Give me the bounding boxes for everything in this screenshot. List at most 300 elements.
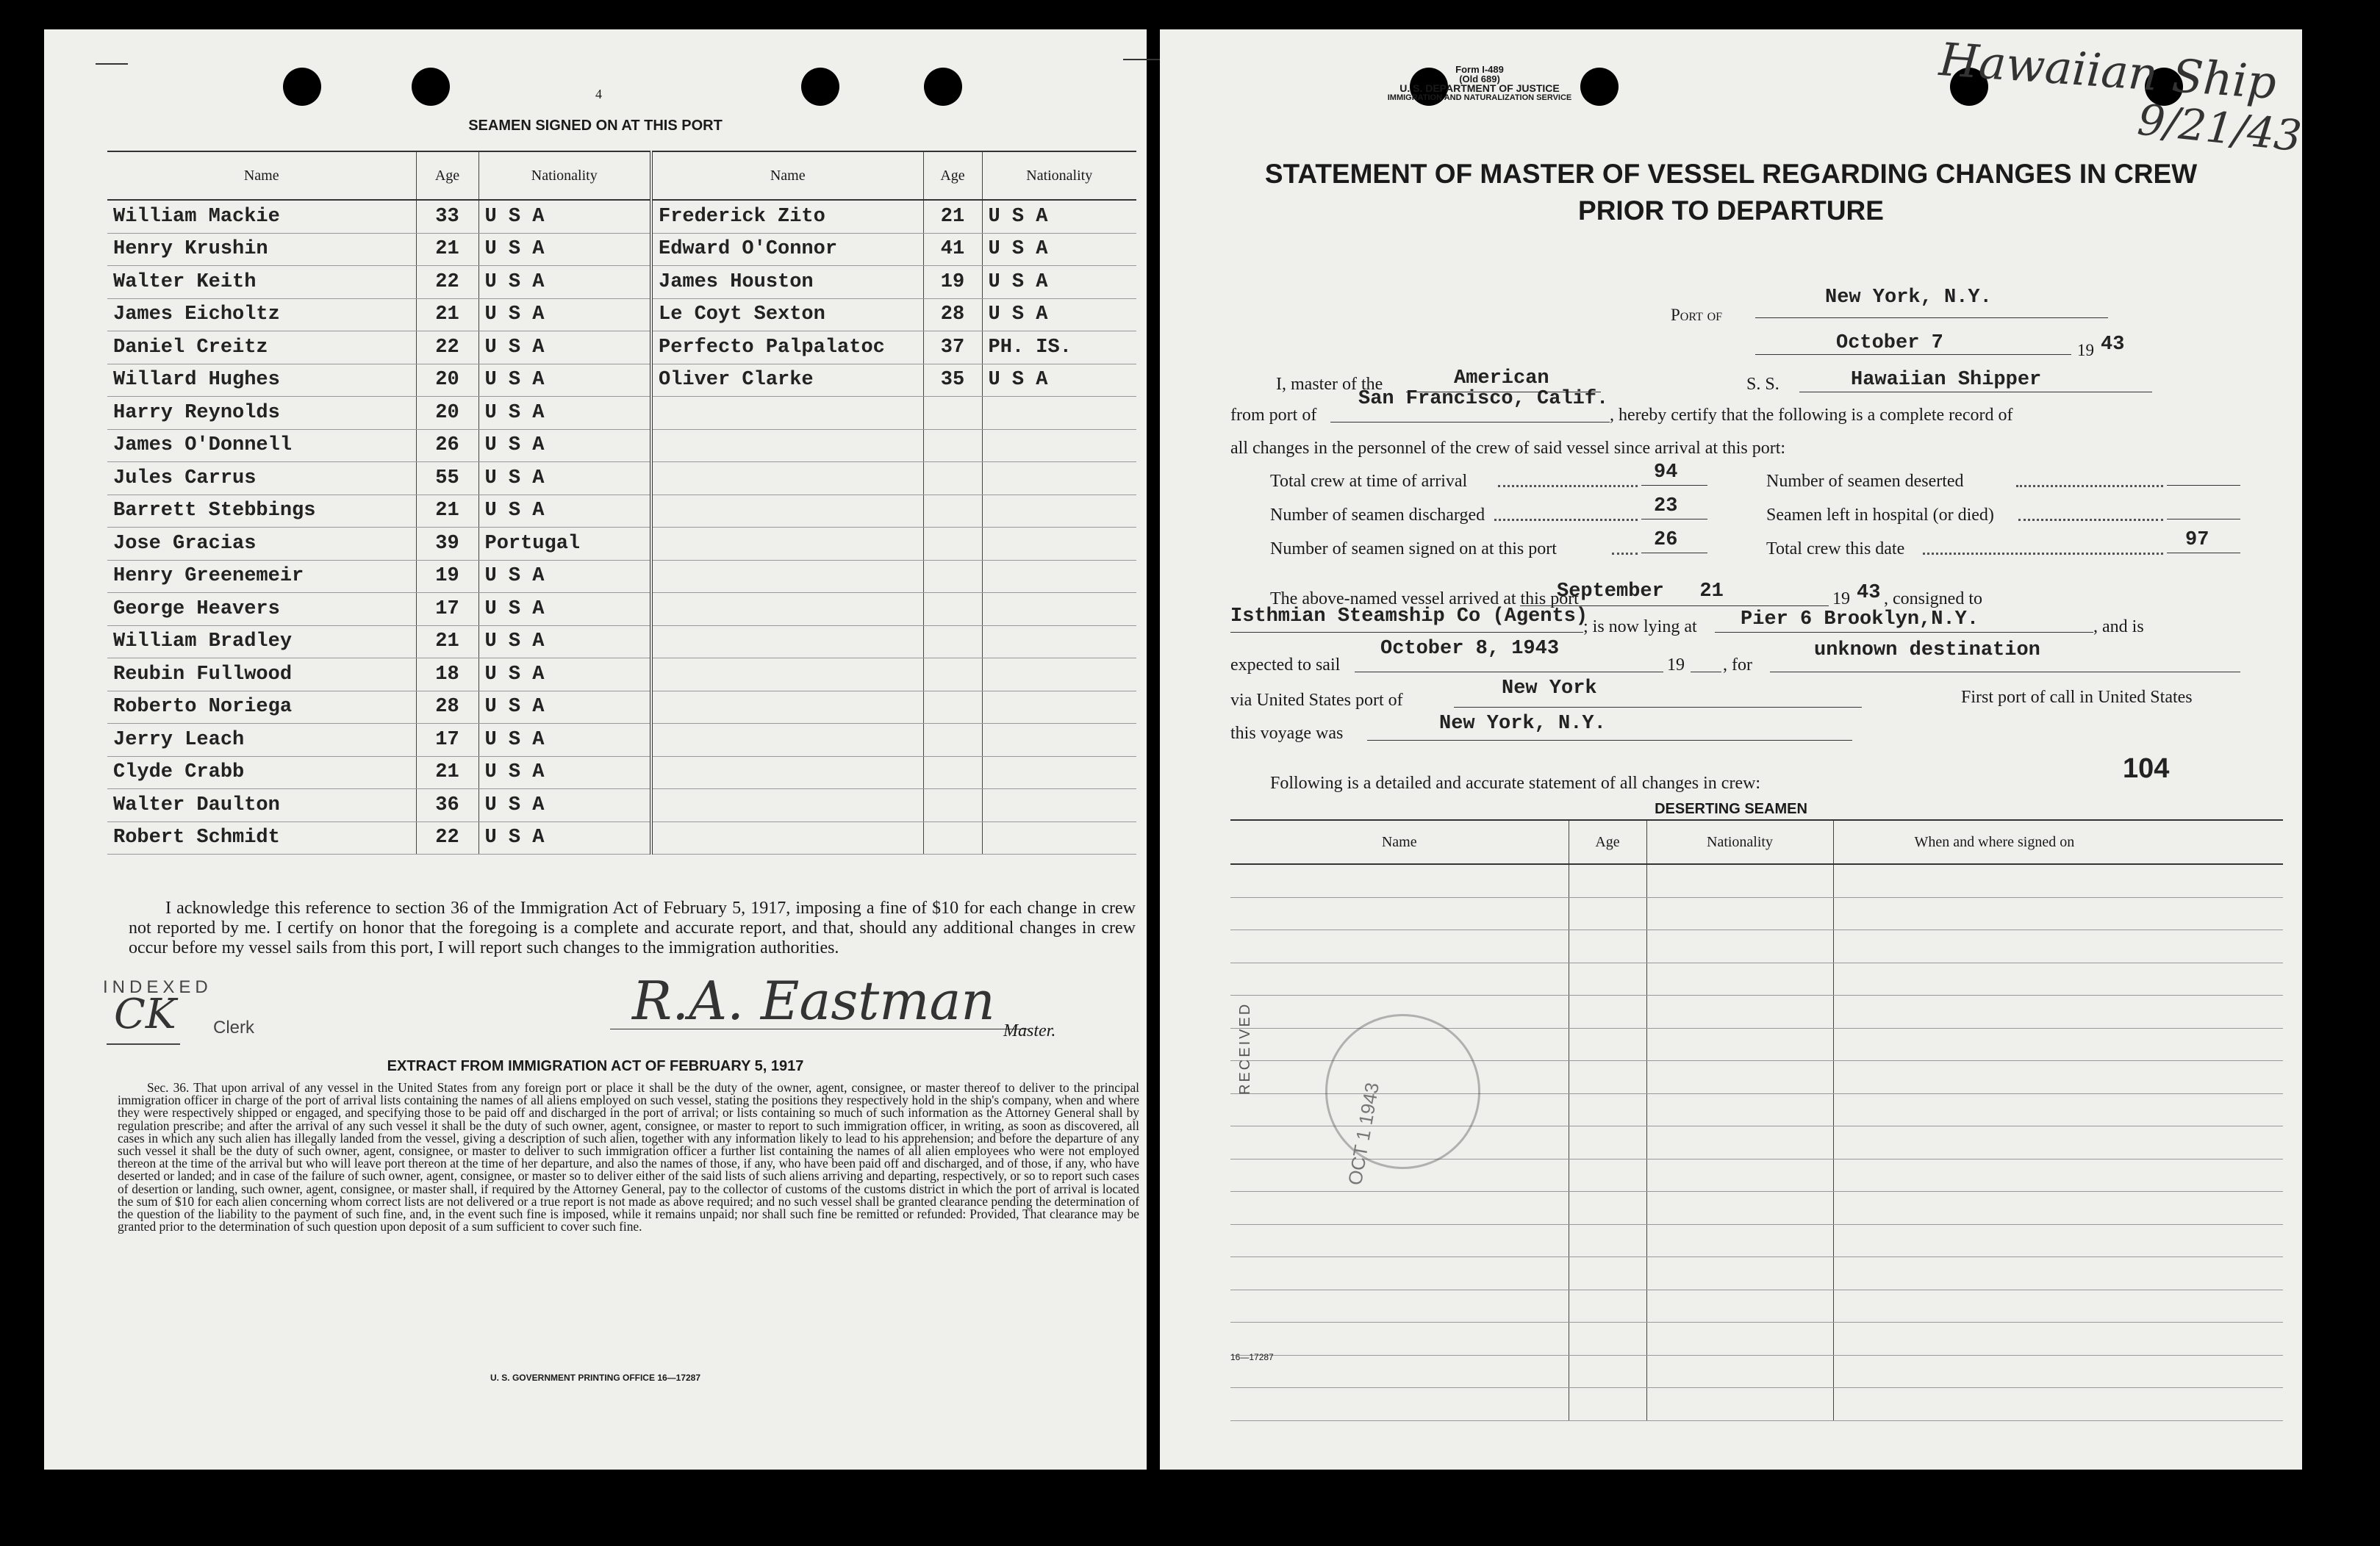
seaman-name: Harry Reynolds bbox=[107, 397, 416, 430]
seaman-name bbox=[651, 528, 923, 561]
table-row bbox=[107, 691, 1136, 724]
form-footer: 16—17287 bbox=[1230, 1352, 1274, 1362]
table-row bbox=[107, 397, 1136, 430]
handwritten-note: Hawaiian Ship bbox=[1938, 32, 2279, 109]
empty-cell bbox=[1569, 1093, 1646, 1126]
discharged-count: 23 bbox=[1654, 495, 1678, 517]
seaman-age bbox=[923, 625, 982, 658]
seaman-age bbox=[923, 658, 982, 691]
seaman-name bbox=[651, 821, 923, 855]
record-number: 104 bbox=[2123, 753, 2170, 784]
seaman-name: Le Coyt Sexton bbox=[651, 298, 923, 331]
seaman-nationality bbox=[982, 756, 1136, 789]
total-crew-date-label: Total crew this date bbox=[1766, 539, 1905, 558]
column-header: Nationality bbox=[982, 151, 1136, 200]
certify-text-2: all changes in the personnel of the crew of said vessel since arrival at this port: bbox=[1230, 439, 1786, 458]
table-row bbox=[1230, 1388, 2283, 1421]
empty-cell bbox=[1569, 1388, 1646, 1421]
table-row bbox=[1230, 1290, 2283, 1323]
seaman-name bbox=[651, 429, 923, 462]
seaman-age: 35 bbox=[923, 364, 982, 397]
seaman-age bbox=[923, 495, 982, 528]
column-header: Nationality bbox=[1646, 820, 1833, 864]
seaman-nationality: U S A bbox=[478, 331, 651, 364]
seaman-age bbox=[923, 593, 982, 626]
table-row bbox=[1230, 897, 2283, 930]
empty-cell bbox=[1833, 963, 2283, 996]
empty-cell bbox=[1833, 1257, 2283, 1290]
seaman-name: Oliver Clarke bbox=[651, 364, 923, 397]
seaman-age: 26 bbox=[416, 429, 478, 462]
column-header: Nationality bbox=[478, 151, 651, 200]
master-signature: R.A. Eastman bbox=[632, 970, 995, 1032]
seaman-name bbox=[651, 724, 923, 757]
table-row bbox=[107, 200, 1136, 233]
seaman-name: Roberto Noriega bbox=[107, 691, 416, 724]
seaman-age: 21 bbox=[923, 200, 982, 233]
department-name: U. S. DEPARTMENT OF JUSTICE bbox=[1399, 82, 1560, 94]
empty-cell bbox=[1646, 1388, 1833, 1421]
table-row bbox=[107, 495, 1136, 528]
seal-stamp bbox=[1325, 1014, 1480, 1169]
discharged-label: Number of seamen discharged bbox=[1270, 506, 1485, 525]
seaman-age: 36 bbox=[416, 789, 478, 822]
title-line-1: STATEMENT OF MASTER OF VESSEL REGARDING CHANGES IN CREW bbox=[1264, 159, 2198, 189]
empty-cell bbox=[1569, 1355, 1646, 1388]
seaman-age: 22 bbox=[416, 266, 478, 299]
seaman-name: Reubin Fullwood bbox=[107, 658, 416, 691]
seaman-age: 17 bbox=[416, 593, 478, 626]
empty-cell bbox=[1833, 897, 2283, 930]
seaman-age: 18 bbox=[416, 658, 478, 691]
seaman-nationality: U S A bbox=[478, 756, 651, 789]
seaman-name: George Heavers bbox=[107, 593, 416, 626]
seaman-age: 17 bbox=[416, 724, 478, 757]
margin-mark bbox=[96, 63, 128, 65]
column-header: Name bbox=[1230, 820, 1569, 864]
received-stamp: RECEIVED bbox=[1237, 1002, 1253, 1095]
seaman-age: 39 bbox=[416, 528, 478, 561]
empty-cell bbox=[1569, 864, 1646, 897]
seaman-age: 20 bbox=[416, 397, 478, 430]
empty-cell bbox=[1646, 1126, 1833, 1160]
master-label: Master. bbox=[1003, 1021, 1056, 1040]
empty-cell bbox=[1833, 930, 2283, 963]
empty-cell bbox=[1646, 1028, 1833, 1061]
seaman-age: 20 bbox=[416, 364, 478, 397]
empty-cell bbox=[1569, 1290, 1646, 1323]
table-row bbox=[1230, 930, 2283, 963]
seaman-name bbox=[651, 462, 923, 495]
for-label: , for bbox=[1723, 655, 1752, 675]
seaman-age: 28 bbox=[416, 691, 478, 724]
seaman-nationality: U S A bbox=[478, 429, 651, 462]
master-text: I, master of the bbox=[1276, 375, 1383, 394]
empty-cell bbox=[1569, 963, 1646, 996]
empty-cell bbox=[1833, 1061, 2283, 1094]
empty-cell bbox=[1230, 963, 1569, 996]
seaman-nationality: U S A bbox=[478, 821, 651, 855]
page-number: 4 bbox=[595, 87, 602, 101]
empty-cell bbox=[1230, 1192, 1569, 1225]
via-port: New York bbox=[1502, 677, 1597, 700]
table-row bbox=[107, 560, 1136, 593]
empty-cell bbox=[1833, 1224, 2283, 1257]
hospital-label: Seamen left in hospital (or died) bbox=[1766, 506, 1994, 525]
margin-mark bbox=[1123, 59, 1160, 60]
seaman-nationality bbox=[982, 821, 1136, 855]
seaman-nationality bbox=[982, 462, 1136, 495]
seaman-name: Henry Greenemeir bbox=[107, 560, 416, 593]
empty-cell bbox=[1569, 1192, 1646, 1225]
table-row bbox=[1230, 864, 2283, 897]
empty-cell bbox=[1646, 1290, 1833, 1323]
seaman-age: 19 bbox=[416, 560, 478, 593]
seaman-age: 21 bbox=[416, 298, 478, 331]
empty-cell bbox=[1646, 1323, 1833, 1356]
seaman-nationality: U S A bbox=[478, 200, 651, 233]
seaman-nationality: U S A bbox=[478, 691, 651, 724]
seaman-name: James O'Donnell bbox=[107, 429, 416, 462]
seaman-name: Walter Keith bbox=[107, 266, 416, 299]
seaman-name bbox=[651, 495, 923, 528]
title-line-2: PRIOR TO DEPARTURE bbox=[1578, 195, 1884, 226]
seaman-nationality bbox=[982, 789, 1136, 822]
empty-cell bbox=[1230, 864, 1569, 897]
seaman-name: Robert Schmidt bbox=[107, 821, 416, 855]
empty-cell bbox=[1833, 1355, 2283, 1388]
seaman-name: Jules Carrus bbox=[107, 462, 416, 495]
seaman-nationality: U S A bbox=[478, 364, 651, 397]
empty-cell bbox=[1646, 1257, 1833, 1290]
total-crew-arrival-label: Total crew at time of arrival bbox=[1270, 472, 1468, 491]
seaman-name: Henry Krushin bbox=[107, 233, 416, 266]
port-value: New York, N.Y. bbox=[1825, 287, 1992, 309]
table-row bbox=[1230, 1257, 2283, 1290]
table-row bbox=[1230, 1224, 2283, 1257]
seaman-nationality: U S A bbox=[478, 298, 651, 331]
seaman-age: 33 bbox=[416, 200, 478, 233]
empty-cell bbox=[1646, 864, 1833, 897]
empty-cell bbox=[1569, 1224, 1646, 1257]
deserted-label: Number of seamen deserted bbox=[1766, 472, 1964, 491]
seaman-name: Clyde Crabb bbox=[107, 756, 416, 789]
seaman-age: 19 bbox=[923, 266, 982, 299]
right-page: Form I-489 (Old 689) U. S. DEPARTMENT OF JUSTICE IMMIGRATION AND NATURALIZATION SERVICE Hawaiian Ship 9/21/43 STATEMENT OF MASTER OF VESSEL REGARDING CHANGES IN CREW PRIOR TO DEPARTURE Port of New York, N.Y. October 7 19 43 I, master of the American S. S. Hawaiian Shipper from port of San Francisco, Calif. , hereby certify that the following is a complete record of all changes in the personnel of the crew of said vessel since arrival at this port: Total crew at time of arrival 94 Number of seamen discharged 23 Number of seamen signed on at this port 26 Number of seamen deserted Seamen left in hospital (or died) Total crew this date 97 The above-named vessel arrived at this port September 21 19 43 , consigned to Isthmian Steamship Co (Agents) ; is now lying at Pier 6 Brooklyn,N.Y. , and is expected to sail October 8, 1943 19 , for unknown destination via United States port of New York First port of call in United States this voyage was New York, N.Y. 104 Following is a detailed and accurate statement of all changes in crew: DESERTING SEAMEN Name Age Nationality When and where signed on RECEIVED OCT 1 1943 16—17287 bbox=[1160, 29, 2302, 1470]
deserting-title: DESERTING SEAMEN bbox=[1655, 801, 1807, 817]
seaman-age: 22 bbox=[416, 331, 478, 364]
total-crew-arrival: 94 bbox=[1654, 461, 1678, 483]
seaman-age: 21 bbox=[416, 495, 478, 528]
seaman-age bbox=[923, 528, 982, 561]
column-header: Name bbox=[107, 151, 416, 200]
following-text: Following is a detailed and accurate statement of all changes in crew: bbox=[1270, 774, 1761, 793]
table-row bbox=[1230, 1355, 2283, 1388]
empty-cell bbox=[1230, 1323, 1569, 1356]
empty-cell bbox=[1833, 996, 2283, 1029]
seaman-nationality bbox=[982, 429, 1136, 462]
seaman-name: Jerry Leach bbox=[107, 724, 416, 757]
seaman-age bbox=[923, 462, 982, 495]
seaman-age: 21 bbox=[416, 625, 478, 658]
sail-date: October 8, 1943 bbox=[1380, 638, 1560, 660]
seaman-age: 41 bbox=[923, 233, 982, 266]
arrival-year: 43 bbox=[1857, 582, 1881, 604]
consignee: Isthmian Steamship Co (Agents) bbox=[1230, 605, 1588, 628]
seaman-age bbox=[923, 691, 982, 724]
consigned-text: , consigned to bbox=[1884, 589, 1982, 608]
empty-cell bbox=[1569, 1126, 1646, 1160]
empty-cell bbox=[1833, 1290, 2283, 1323]
indexed-stamp: INDEXED bbox=[103, 977, 212, 997]
form-old-number: (Old 689) bbox=[1459, 73, 1500, 85]
empty-cell bbox=[1569, 930, 1646, 963]
table-row bbox=[1230, 963, 2283, 996]
destination: unknown destination bbox=[1814, 639, 2040, 661]
seaman-name: James Eicholtz bbox=[107, 298, 416, 331]
empty-cell bbox=[1569, 1257, 1646, 1290]
seamen-signed-on-table bbox=[107, 151, 1136, 855]
table-row bbox=[107, 429, 1136, 462]
empty-cell bbox=[1230, 897, 1569, 930]
table-row bbox=[107, 658, 1136, 691]
seaman-name: James Houston bbox=[651, 266, 923, 299]
empty-cell bbox=[1833, 1093, 2283, 1126]
year-prefix: 19 bbox=[2077, 341, 2094, 359]
report-year: 43 bbox=[2101, 334, 2125, 356]
extract-text: Sec. 36. That upon arrival of any vessel in the United States from any foreign port or place it shall be the duty of the owner, agent, consignee, or master thereof to deliver to the principal immigration officer in charge of the port of arrival lists containing the names of all aliens employed on such vessel, stating the positions they respectively hold in the ship's company, when and where they were respectively shipped or engaged, and specifying those to be paid off and discharged in the port of arrival; or lists containing so much of such information as the Attorney General shall by regulation prescribe; and after the arrival of any such vessel it shall be the duty of such owner, agent, consignee, or master to report to such immigration officer, in writing, as soon as discovered, all cases in which any such alien has illegally landed from the vessel, giving a description of such alien, together with any information likely to lead to his apprehension; and before the departure of any such vessel it shall be the duty of such owner, agent, consignee, or master to deliver to such immigration officer a further list containing the names of all alien employees who were not employed thereon at the time of the arrival but who will leave port thereon at the time of her departure, and also the names of those, if any, who have been paid off and discharged, and of those, if any, who have deserted or landed; and in case of the failure of such owner, agent, consignee, or master so to deliver either of the said lists of such aliens arriving and departing, respectively, or so to report such cases of desertion or landing, such owner, agent, consignee, or master shall, if required by the Attorney General, pay to the collector of customs of the customs district in which the port of arrival is located the sum of $10 for each alien concerning whom correct lists are not delivered or a true report is not made as above required; and no such vessel shall be granted clearance pending the determination of the question of the liability to the payment of such fine, and, in the event such fine is imposed, while it remains unpaid; nor shall such fine be remitted or refunded: Provided, That clearance may be granted prior to the determination of such question upon deposit of a sum sufficient to cover such fine. bbox=[118, 1080, 1139, 1234]
seaman-nationality bbox=[982, 495, 1136, 528]
binder-hole bbox=[924, 68, 962, 106]
lying-at: Pier 6 Brooklyn,N.Y. bbox=[1741, 608, 1979, 630]
table-row bbox=[107, 298, 1136, 331]
via-label: via United States port of bbox=[1230, 691, 1403, 710]
table-row bbox=[107, 789, 1136, 822]
empty-cell bbox=[1569, 1323, 1646, 1356]
seaman-age: 55 bbox=[416, 462, 478, 495]
table-row bbox=[107, 462, 1136, 495]
empty-cell bbox=[1230, 1355, 1569, 1388]
seaman-name: William Mackie bbox=[107, 200, 416, 233]
empty-cell bbox=[1646, 1224, 1833, 1257]
seaman-nationality: U S A bbox=[478, 560, 651, 593]
table-row bbox=[107, 266, 1136, 299]
extract-title: EXTRACT FROM IMMIGRATION ACT OF FEBRUARY 5, 1917 bbox=[387, 1058, 804, 1074]
vessel-nationality: American bbox=[1454, 367, 1549, 389]
empty-cell bbox=[1569, 996, 1646, 1029]
table-row bbox=[107, 331, 1136, 364]
form-title bbox=[1160, 156, 2302, 229]
seaman-name: Frederick Zito bbox=[651, 200, 923, 233]
arrived-text: The above-named vessel arrived at this port bbox=[1270, 589, 1579, 608]
seaman-nationality: U S A bbox=[478, 462, 651, 495]
empty-cell bbox=[1646, 1192, 1833, 1225]
column-header: Age bbox=[923, 151, 982, 200]
empty-cell bbox=[1569, 1028, 1646, 1061]
seaman-age: 21 bbox=[416, 233, 478, 266]
seaman-nationality bbox=[982, 625, 1136, 658]
table-row bbox=[1230, 1192, 2283, 1225]
seaman-name bbox=[651, 593, 923, 626]
seaman-name bbox=[651, 756, 923, 789]
seaman-nationality: U S A bbox=[478, 495, 651, 528]
empty-cell bbox=[1833, 1126, 2283, 1160]
seaman-age bbox=[923, 724, 982, 757]
expected-label: expected to sail bbox=[1230, 655, 1341, 675]
empty-cell bbox=[1646, 963, 1833, 996]
first-port-label: First port of call in United States bbox=[1961, 688, 2193, 707]
empty-cell bbox=[1833, 1028, 2283, 1061]
seaman-nationality: U S A bbox=[478, 266, 651, 299]
seaman-name bbox=[651, 397, 923, 430]
table-row bbox=[107, 528, 1136, 561]
certify-text: , hereby certify that the following is a complete record of bbox=[1610, 406, 2013, 425]
empty-cell bbox=[1646, 1093, 1833, 1126]
seaman-nationality: U S A bbox=[478, 397, 651, 430]
empty-cell bbox=[1230, 1388, 1569, 1421]
seaman-nationality: U S A bbox=[982, 200, 1136, 233]
seaman-nationality bbox=[982, 528, 1136, 561]
seaman-name bbox=[651, 789, 923, 822]
seaman-name: Willard Hughes bbox=[107, 364, 416, 397]
empty-cell bbox=[1833, 864, 2283, 897]
seaman-nationality: U S A bbox=[982, 266, 1136, 299]
handwritten-date: 9/21/43 bbox=[2135, 94, 2304, 162]
seaman-name: Daniel Creitz bbox=[107, 331, 416, 364]
seaman-name: Edward O'Connor bbox=[651, 233, 923, 266]
from-port-label: from port of bbox=[1230, 406, 1317, 425]
seaman-age bbox=[923, 821, 982, 855]
binder-hole bbox=[283, 68, 321, 106]
seaman-nationality bbox=[982, 724, 1136, 757]
report-date: October 7 bbox=[1836, 332, 1943, 354]
seaman-nationality: U S A bbox=[478, 233, 651, 266]
seaman-name: William Bradley bbox=[107, 625, 416, 658]
signed-on-label: Number of seamen signed on at this port bbox=[1270, 539, 1557, 558]
table-row bbox=[107, 364, 1136, 397]
from-port-value: San Francisco, Calif. bbox=[1358, 388, 1609, 410]
seaman-nationality: U S A bbox=[478, 625, 651, 658]
voyage-port: New York, N.Y. bbox=[1439, 713, 1606, 735]
lying-text: ; is now lying at bbox=[1583, 617, 1697, 636]
seaman-nationality: PH. IS. bbox=[982, 331, 1136, 364]
clerk-label: Clerk bbox=[213, 1018, 255, 1038]
empty-cell bbox=[1833, 1388, 2283, 1421]
empty-cell bbox=[1833, 1159, 2283, 1192]
empty-cell bbox=[1569, 1159, 1646, 1192]
empty-cell bbox=[1230, 1257, 1569, 1290]
binder-hole bbox=[412, 68, 450, 106]
table-header-row bbox=[1230, 820, 2283, 864]
seaman-nationality: U S A bbox=[478, 593, 651, 626]
seaman-name bbox=[651, 658, 923, 691]
table-row bbox=[107, 756, 1136, 789]
seaman-age: 37 bbox=[923, 331, 982, 364]
empty-cell bbox=[1569, 1061, 1646, 1094]
seaman-age: 21 bbox=[416, 756, 478, 789]
seaman-age bbox=[923, 397, 982, 430]
signed-on-count: 26 bbox=[1654, 529, 1678, 551]
port-label: Port of bbox=[1671, 306, 1723, 324]
seaman-nationality: U S A bbox=[982, 233, 1136, 266]
voyage-label: this voyage was bbox=[1230, 724, 1344, 743]
binder-hole bbox=[801, 68, 839, 106]
column-header: Name bbox=[651, 151, 923, 200]
seaman-name: Jose Gracias bbox=[107, 528, 416, 561]
seaman-nationality bbox=[982, 593, 1136, 626]
table-row bbox=[107, 625, 1136, 658]
column-header: Age bbox=[416, 151, 478, 200]
form-header bbox=[1296, 65, 1663, 103]
seaman-nationality: U S A bbox=[982, 298, 1136, 331]
and-is-text: , and is bbox=[2093, 617, 2144, 636]
empty-cell bbox=[1230, 930, 1569, 963]
column-header: When and where signed on bbox=[1833, 820, 2283, 864]
seaman-nationality bbox=[982, 397, 1136, 430]
empty-cell bbox=[1569, 897, 1646, 930]
seaman-age: 22 bbox=[416, 821, 478, 855]
empty-cell bbox=[1646, 1355, 1833, 1388]
seaman-name: Barrett Stebbings bbox=[107, 495, 416, 528]
seaman-age bbox=[923, 789, 982, 822]
empty-cell bbox=[1230, 1224, 1569, 1257]
seaman-age bbox=[923, 560, 982, 593]
empty-cell bbox=[1230, 1290, 1569, 1323]
empty-cell bbox=[1646, 930, 1833, 963]
table-row bbox=[107, 233, 1136, 266]
seaman-nationality: U S A bbox=[478, 724, 651, 757]
clerk-initials: CK bbox=[114, 990, 176, 1038]
service-name: IMMIGRATION AND NATURALIZATION SERVICE bbox=[1387, 93, 1572, 102]
table-row bbox=[1230, 1323, 2283, 1356]
seaman-nationality bbox=[982, 691, 1136, 724]
seaman-name bbox=[651, 560, 923, 593]
table-header-row bbox=[107, 151, 1136, 200]
left-page bbox=[44, 29, 1147, 1470]
seaman-nationality: Portugal bbox=[478, 528, 651, 561]
acknowledgement-text: I acknowledge this reference to section 36 of the Immigration Act of February 5, 1917, imposing a fine of $10 for each change in crew not reported by me. I certify on honor that the foregoing is a complete and accurate report, and that, should any additional changes in crew occur before my vessel sails from this port, I will report such changes to the immigration authorities. bbox=[129, 899, 1136, 957]
seaman-age bbox=[923, 756, 982, 789]
ss-label: S. S. bbox=[1746, 375, 1779, 394]
seaman-nationality: U S A bbox=[982, 364, 1136, 397]
empty-cell bbox=[1646, 897, 1833, 930]
seaman-name bbox=[651, 691, 923, 724]
seaman-nationality bbox=[982, 560, 1136, 593]
seaman-nationality: U S A bbox=[478, 789, 651, 822]
clerk-line bbox=[107, 1043, 180, 1045]
section-title: SEAMEN SIGNED ON AT THIS PORT bbox=[468, 118, 723, 134]
empty-cell bbox=[1833, 1323, 2283, 1356]
empty-cell bbox=[1646, 996, 1833, 1029]
stamp-date: OCT 1 1943 bbox=[1344, 1080, 1384, 1187]
seaman-age: 28 bbox=[923, 298, 982, 331]
form-number: Form I-489 bbox=[1455, 64, 1504, 75]
seaman-nationality: U S A bbox=[478, 658, 651, 691]
seaman-name: Perfecto Palpalatoc bbox=[651, 331, 923, 364]
ship-name: Hawaiian Shipper bbox=[1851, 369, 2042, 391]
table-row bbox=[107, 593, 1136, 626]
column-header: Age bbox=[1569, 820, 1646, 864]
arrival-date: September 21 bbox=[1557, 580, 1724, 603]
printer-line: U. S. GOVERNMENT PRINTING OFFICE 16—17287 bbox=[490, 1373, 701, 1383]
table-row bbox=[107, 821, 1136, 855]
table-row bbox=[107, 724, 1136, 757]
seaman-age bbox=[923, 429, 982, 462]
empty-cell bbox=[1833, 1192, 2283, 1225]
empty-cell bbox=[1646, 1061, 1833, 1094]
total-crew-date: 97 bbox=[2185, 529, 2209, 551]
seaman-name: Walter Daulton bbox=[107, 789, 416, 822]
